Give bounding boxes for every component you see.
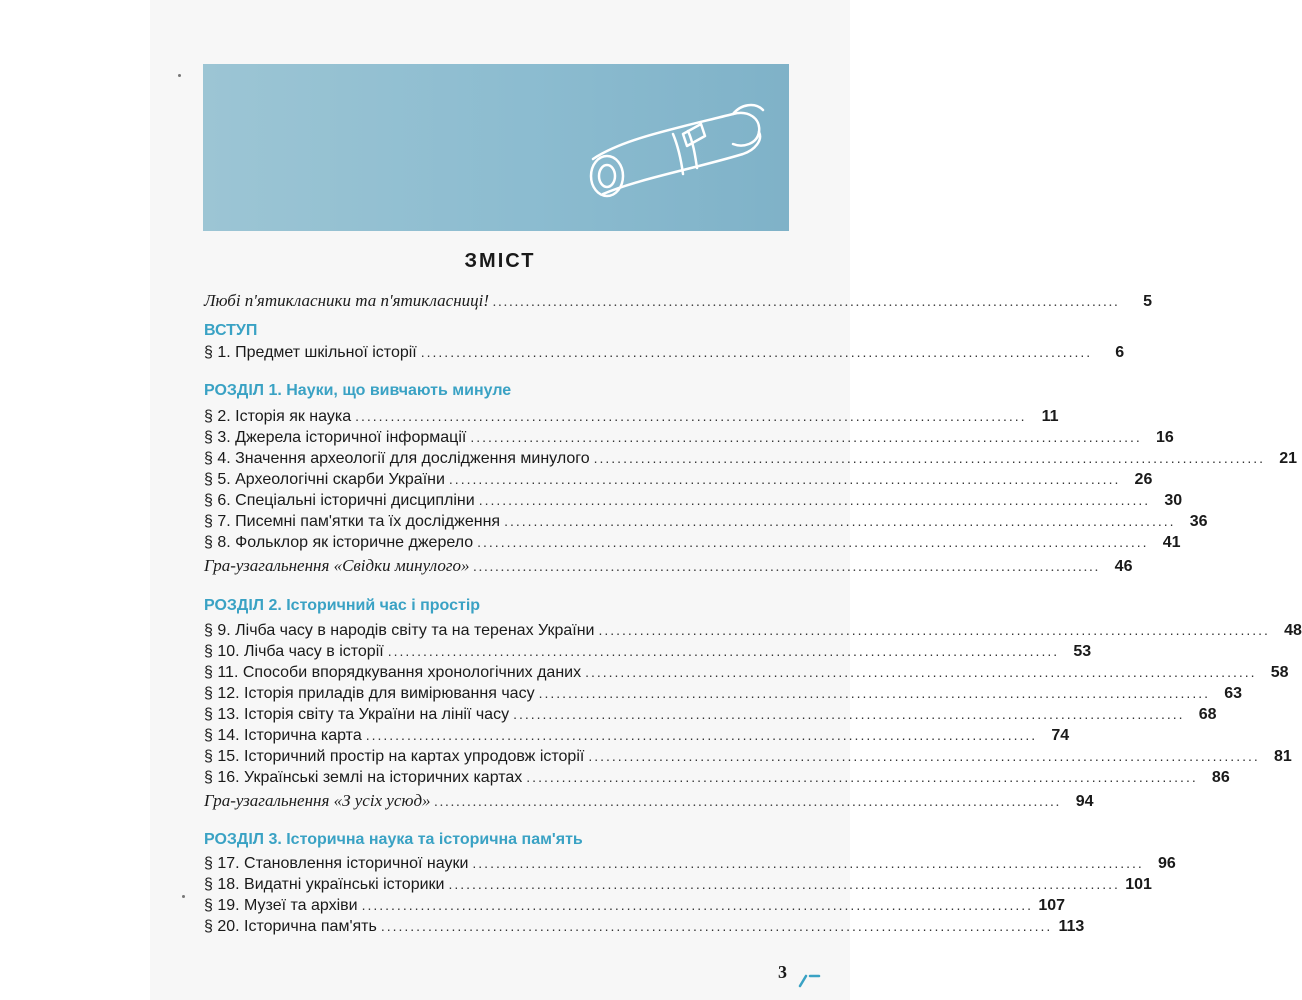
toc-entry[interactable]: [204, 405, 1059, 427]
toc-entry[interactable]: [204, 682, 1242, 704]
scroll-icon: [583, 84, 773, 214]
toc-entry-page: 53: [1073, 643, 1092, 660]
toc-entry-label: § 19. Музеї та архіви: [204, 897, 358, 914]
section-heading-2[interactable]: РОЗДІЛ 2. Історичний час і простір: [204, 597, 481, 614]
leader-dots: ..................................................................................................................: [585, 664, 1257, 680]
toc-entry-label: § 3. Джерела історичної інформації: [204, 429, 467, 446]
leader-dots: ..................................................................................................................: [472, 855, 1144, 871]
toc-entry-page: 68: [1198, 706, 1217, 723]
toc-entry[interactable]: [204, 555, 1133, 577]
toc-entry-page: 6: [1115, 344, 1125, 361]
toc-entry[interactable]: [204, 619, 1302, 641]
toc-entry[interactable]: [204, 426, 1174, 448]
corner-mark-icon: [798, 970, 820, 988]
leader-dots: ..................................................................................................................: [473, 560, 1101, 575]
toc-entry-page: 16: [1155, 429, 1174, 446]
toc-entry-page: 48: [1284, 622, 1302, 639]
toc-entry-label: § 12. Історія приладів для вимірювання часу: [204, 685, 535, 702]
toc-entry-label: § 13. Історія світу та України на лінії часу: [204, 706, 510, 723]
toc-entry-page: 63: [1224, 685, 1242, 702]
toc-title: ЗМІСТ: [464, 250, 536, 272]
leader-dots: ..................................................................................................................: [478, 492, 1151, 508]
toc-entry-page: 11: [1041, 408, 1059, 425]
toc-entry[interactable]: [204, 341, 1125, 363]
print-speck: [182, 895, 185, 898]
toc-entry-label: § 4. Значення археології для дослідження минулого: [204, 450, 590, 467]
toc-entry[interactable]: [204, 790, 1094, 812]
leader-dots: ..................................................................................................................: [387, 643, 1060, 659]
leader-dots: ..................................................................................................................: [493, 295, 1121, 310]
toc-entry-label: § 8. Фольклор як історичне джерело: [204, 534, 474, 551]
toc-entry[interactable]: [204, 745, 1292, 767]
toc-entry-label: Гра-узагальнення «Свідки минулого»: [204, 556, 470, 575]
toc-entry[interactable]: [204, 724, 1070, 746]
toc-entry-label: § 10. Лічба часу в історії: [204, 643, 384, 660]
section-heading-3[interactable]: РОЗДІЛ 3. Історична наука та історична пам'ять: [204, 831, 583, 848]
toc-entry[interactable]: [204, 510, 1208, 532]
toc-entry[interactable]: [204, 852, 1176, 874]
toc-entry-page: 58: [1270, 664, 1289, 681]
toc-entry-label: § 16. Українські землі на історичних картах: [204, 769, 523, 786]
leader-dots: ..................................................................................................................: [420, 344, 1093, 360]
toc-entry-page: 101: [1125, 876, 1152, 893]
toc-entry-label: § 18. Видатні українські історики: [204, 876, 445, 893]
leader-dots: ..................................................................................................................: [526, 769, 1198, 785]
leader-dots: ..................................................................................................................: [470, 429, 1142, 445]
leader-dots: ..................................................................................................................: [593, 450, 1266, 466]
toc-entry[interactable]: [204, 489, 1183, 511]
toc-entry-label: § 20. Історична пам'ять: [204, 918, 377, 935]
toc-entry-label: § 15. Історичний простір на картах упродовж історії: [204, 748, 585, 765]
toc-entry[interactable]: [204, 703, 1217, 725]
toc-entry-page: 94: [1075, 793, 1094, 810]
toc-entry-page: 96: [1158, 855, 1176, 872]
page-number: 3: [778, 962, 787, 982]
toc-entry-label: § 9. Лічба часу в народів світу та на теренах України: [204, 622, 595, 639]
toc-entry[interactable]: [204, 894, 1066, 916]
toc-entry-label: § 1. Предмет шкільної історії: [204, 344, 417, 361]
toc-entry[interactable]: [204, 661, 1289, 683]
toc-entry-page: 41: [1162, 534, 1181, 551]
toc-entry-page: 5: [1143, 293, 1153, 310]
toc-entry-page: 86: [1211, 769, 1230, 786]
toc-entry-page: 36: [1189, 513, 1208, 530]
toc-entry-label: § 5. Археологічні скарби України: [204, 471, 445, 488]
toc-entry[interactable]: [204, 915, 1085, 937]
toc-entry-page: 21: [1279, 450, 1298, 467]
leader-dots: ..................................................................................................................: [365, 727, 1038, 743]
leader-dots: ..................................................................................................................: [477, 534, 1149, 550]
leader-dots: ..................................................................................................................: [513, 706, 1185, 722]
toc-entry-label: § 14. Історична карта: [204, 727, 362, 744]
toc-entry-page: 81: [1273, 748, 1292, 765]
leader-dots: ..................................................................................................................: [361, 897, 1034, 913]
toc-entry-page: 113: [1058, 918, 1085, 935]
header-banner: [203, 64, 789, 231]
toc-entry[interactable]: [204, 531, 1181, 553]
toc-entry-label: § 17. Становлення історичної науки: [204, 855, 469, 872]
leader-dots: ..................................................................................................................: [355, 408, 1027, 424]
toc-entry[interactable]: [204, 640, 1092, 662]
toc-entry-label: § 2. Історія як наука: [204, 408, 352, 425]
leader-dots: ..................................................................................................................: [380, 918, 1053, 934]
toc-entry[interactable]: [204, 766, 1230, 788]
toc-entry-page: 107: [1038, 897, 1066, 914]
leader-dots: ..................................................................................................................: [448, 471, 1121, 487]
toc-entry-label: § 11. Способи впорядкування хронологічних даних: [204, 664, 582, 681]
toc-entry-label: § 6. Спеціальні історичні дисципліни: [204, 492, 475, 509]
print-speck: [178, 74, 181, 77]
toc-entry-page: 46: [1114, 558, 1133, 575]
toc-entry-page: 74: [1051, 727, 1070, 744]
leader-dots: ..................................................................................................................: [448, 876, 1120, 892]
toc-entry-label: Гра-узагальнення «З усіх усюд»: [204, 791, 431, 810]
leader-dots: ..................................................................................................................: [588, 748, 1260, 764]
leader-dots: ..................................................................................................................: [538, 685, 1210, 701]
leader-dots: ..................................................................................................................: [598, 622, 1270, 638]
toc-entry-page: 30: [1164, 492, 1183, 509]
leader-dots: ..................................................................................................................: [434, 795, 1062, 810]
toc-entry[interactable]: [204, 290, 1153, 312]
section-heading-1[interactable]: РОЗДІЛ 1. Науки, що вивчають минуле: [204, 382, 512, 399]
section-heading-intro[interactable]: ВСТУП: [204, 322, 258, 339]
toc-entry[interactable]: [204, 447, 1298, 469]
toc-entry-label: § 7. Писемні пам'ятки та їх дослідження: [204, 513, 501, 530]
leader-dots: ..................................................................................................................: [504, 513, 1176, 529]
toc-entry[interactable]: [204, 873, 1152, 895]
toc-entry-label: Любі п'ятикласники та п'ятикласниці!: [204, 291, 490, 310]
toc-entry[interactable]: [204, 468, 1153, 490]
toc-entry-page: 26: [1134, 471, 1153, 488]
